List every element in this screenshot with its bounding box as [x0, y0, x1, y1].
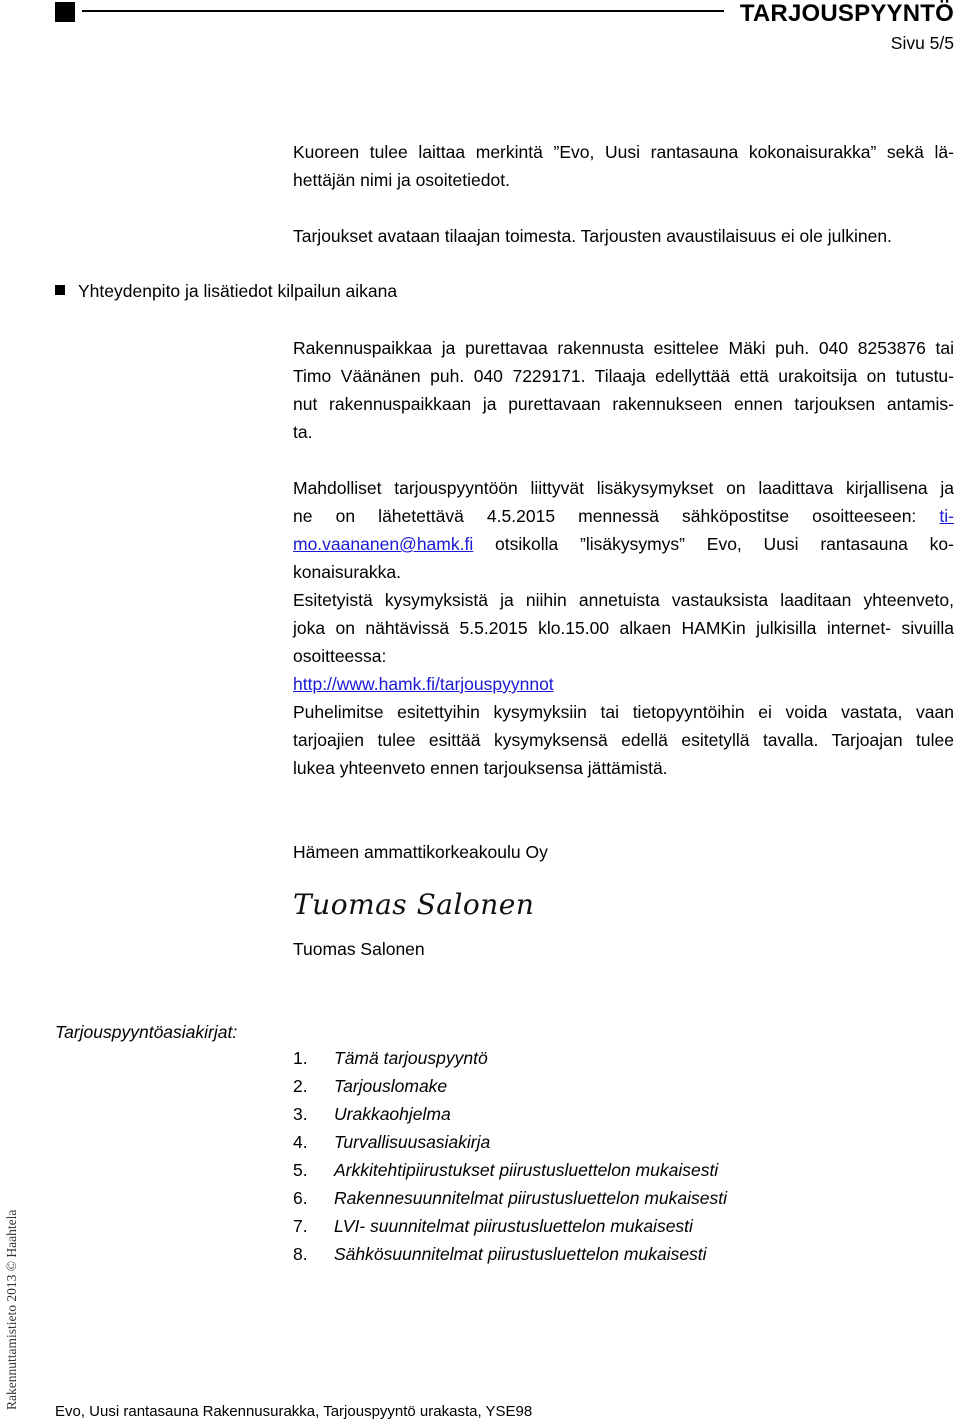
- page-number: Sivu 5/5: [890, 33, 954, 53]
- list-item-number: 3.: [293, 1104, 308, 1124]
- text-line: hettäjän nimi ja osoitetiedot.: [293, 170, 510, 190]
- header-square-icon: [55, 2, 75, 22]
- signature-organization: Hämeen ammattikorkeakoulu Oy: [293, 842, 548, 862]
- paragraph-site-visit: [293, 334, 954, 446]
- text-line: tarjoajien tulee esittää kysymyksensä edellä esitetyllä tavalla. Tarjoajan tulee: [293, 730, 954, 750]
- section-heading-contact: [55, 277, 397, 305]
- section-heading-text: Yhteydenpito ja lisätiedot kilpailun aikana: [78, 281, 398, 301]
- text-line: Kuoreen tulee laittaa merkintä ”Evo, Uusi rantasauna kokonaisurakka” sekä lä-: [293, 142, 954, 162]
- list-item: [293, 1184, 727, 1212]
- list-item-label: Sähkösuunnitelmat piirustusluettelon mukaisesti: [334, 1244, 707, 1264]
- list-item: [293, 1156, 727, 1184]
- page-footer: Evo, Uusi rantasauna Rakennusurakka, Tarjouspyyntö urakasta, YSE98: [55, 1403, 533, 1420]
- list-item: [293, 1044, 727, 1072]
- text-line: konaisurakka.: [293, 562, 401, 582]
- document-title: TARJOUSPYYNTÖ: [739, 0, 954, 27]
- text-line: nut rakennuspaikkaan ja purettavaan rakennukseen ennen tarjouksen antamis-: [293, 394, 954, 414]
- list-item-label: LVI- suunnitelmat piirustusluettelon mukaisesti: [334, 1216, 693, 1236]
- text-line: osoitteessa:: [293, 646, 387, 666]
- list-item-label: Tarjouslomake: [334, 1076, 448, 1096]
- signature-printed-name: Tuomas Salonen: [293, 939, 425, 959]
- list-item-number: 8.: [293, 1244, 308, 1264]
- text-line: lukea yhteenveto ennen tarjouksensa jättämistä.: [293, 758, 668, 778]
- list-item-label: Urakkaohjelma: [334, 1104, 451, 1124]
- text-line: Timo Väänänen puh. 040 7229171. Tilaaja edellyttää että urakoitsija on tutustu-: [293, 366, 954, 386]
- list-item: [293, 1240, 727, 1268]
- list-item-number: 6.: [293, 1188, 308, 1208]
- list-item: [293, 1212, 727, 1240]
- list-item-label: Turvallisuusasiakirja: [334, 1132, 491, 1152]
- list-item-label: Tämä tarjouspyyntö: [334, 1048, 488, 1068]
- list-item-number: 1.: [293, 1048, 308, 1068]
- list-item-number: 7.: [293, 1216, 308, 1236]
- text-line: [293, 530, 954, 558]
- text-line: Rakennuspaikkaa ja purettavaa rakennusta esittelee Mäki puh. 040 8253876 tai: [293, 338, 954, 358]
- list-item-number: 4.: [293, 1132, 308, 1152]
- tarjouspyynnot-url-link[interactable]: http://www.hamk.fi/tarjouspyynnot: [293, 674, 554, 694]
- square-bullet-icon: [55, 285, 65, 295]
- paragraph-phone-questions: [293, 698, 954, 782]
- text-line: Tarjoukset avataan tilaajan toimesta. Tarjousten avaustilaisuus ei ole julkinen.: [293, 226, 892, 246]
- text-line: joka on nähtävissä 5.5.2015 klo.15.00 alkaen HAMKin julkisilla internet- sivuilla: [293, 618, 954, 638]
- handwritten-signature: Tuomas Salonen: [293, 888, 535, 921]
- attachments-list: [293, 1044, 727, 1268]
- list-item-label: Arkkitehtipiirustukset piirustusluettelon mukaisesti: [334, 1160, 719, 1180]
- list-item: [293, 1100, 727, 1128]
- text-line: [293, 502, 954, 530]
- list-item-number: 2.: [293, 1076, 308, 1096]
- email-link-part1[interactable]: ti-: [939, 506, 954, 526]
- text-line: [293, 670, 954, 698]
- list-item: [293, 1072, 727, 1100]
- text-segment: ne on lähetettävä 4.5.2015 mennessä sähköpostitse osoitteeseen:: [293, 506, 940, 526]
- text-line: Esitetyistä kysymyksistä ja niihin annetuista vastauksista laaditaan yhteenveto,: [293, 590, 954, 610]
- copyright-side-note: Rakennuttamistieto 2013 © Haahtela: [4, 1209, 19, 1410]
- paragraph-questions: [293, 474, 954, 586]
- paragraph-opening: [293, 222, 954, 250]
- list-item-label: Rakennesuunnitelmat piirustusluettelon mukaisesti: [334, 1188, 727, 1208]
- attachments-title: Tarjouspyyntöasiakirjat:: [55, 1022, 238, 1042]
- text-line: Puhelimitse esitettyihin kysymyksiin tai tietopyyntöihin ei voida vastata, vaan: [293, 702, 954, 722]
- header-rule: [82, 10, 724, 12]
- text-segment: otsikolla ”lisäkysymys” Evo, Uusi rantasauna ko-: [473, 534, 954, 554]
- text-line: Mahdolliset tarjouspyyntöön liittyvät lisäkysymykset on laadittava kirjallisena ja: [293, 478, 954, 498]
- email-link[interactable]: mo.vaananen@hamk.fi: [293, 534, 474, 554]
- paragraph-summary: [293, 586, 954, 698]
- paragraph-envelope-marking: [293, 138, 954, 194]
- text-line: ta.: [293, 422, 313, 442]
- list-item: [293, 1128, 727, 1156]
- list-item-number: 5.: [293, 1160, 308, 1180]
